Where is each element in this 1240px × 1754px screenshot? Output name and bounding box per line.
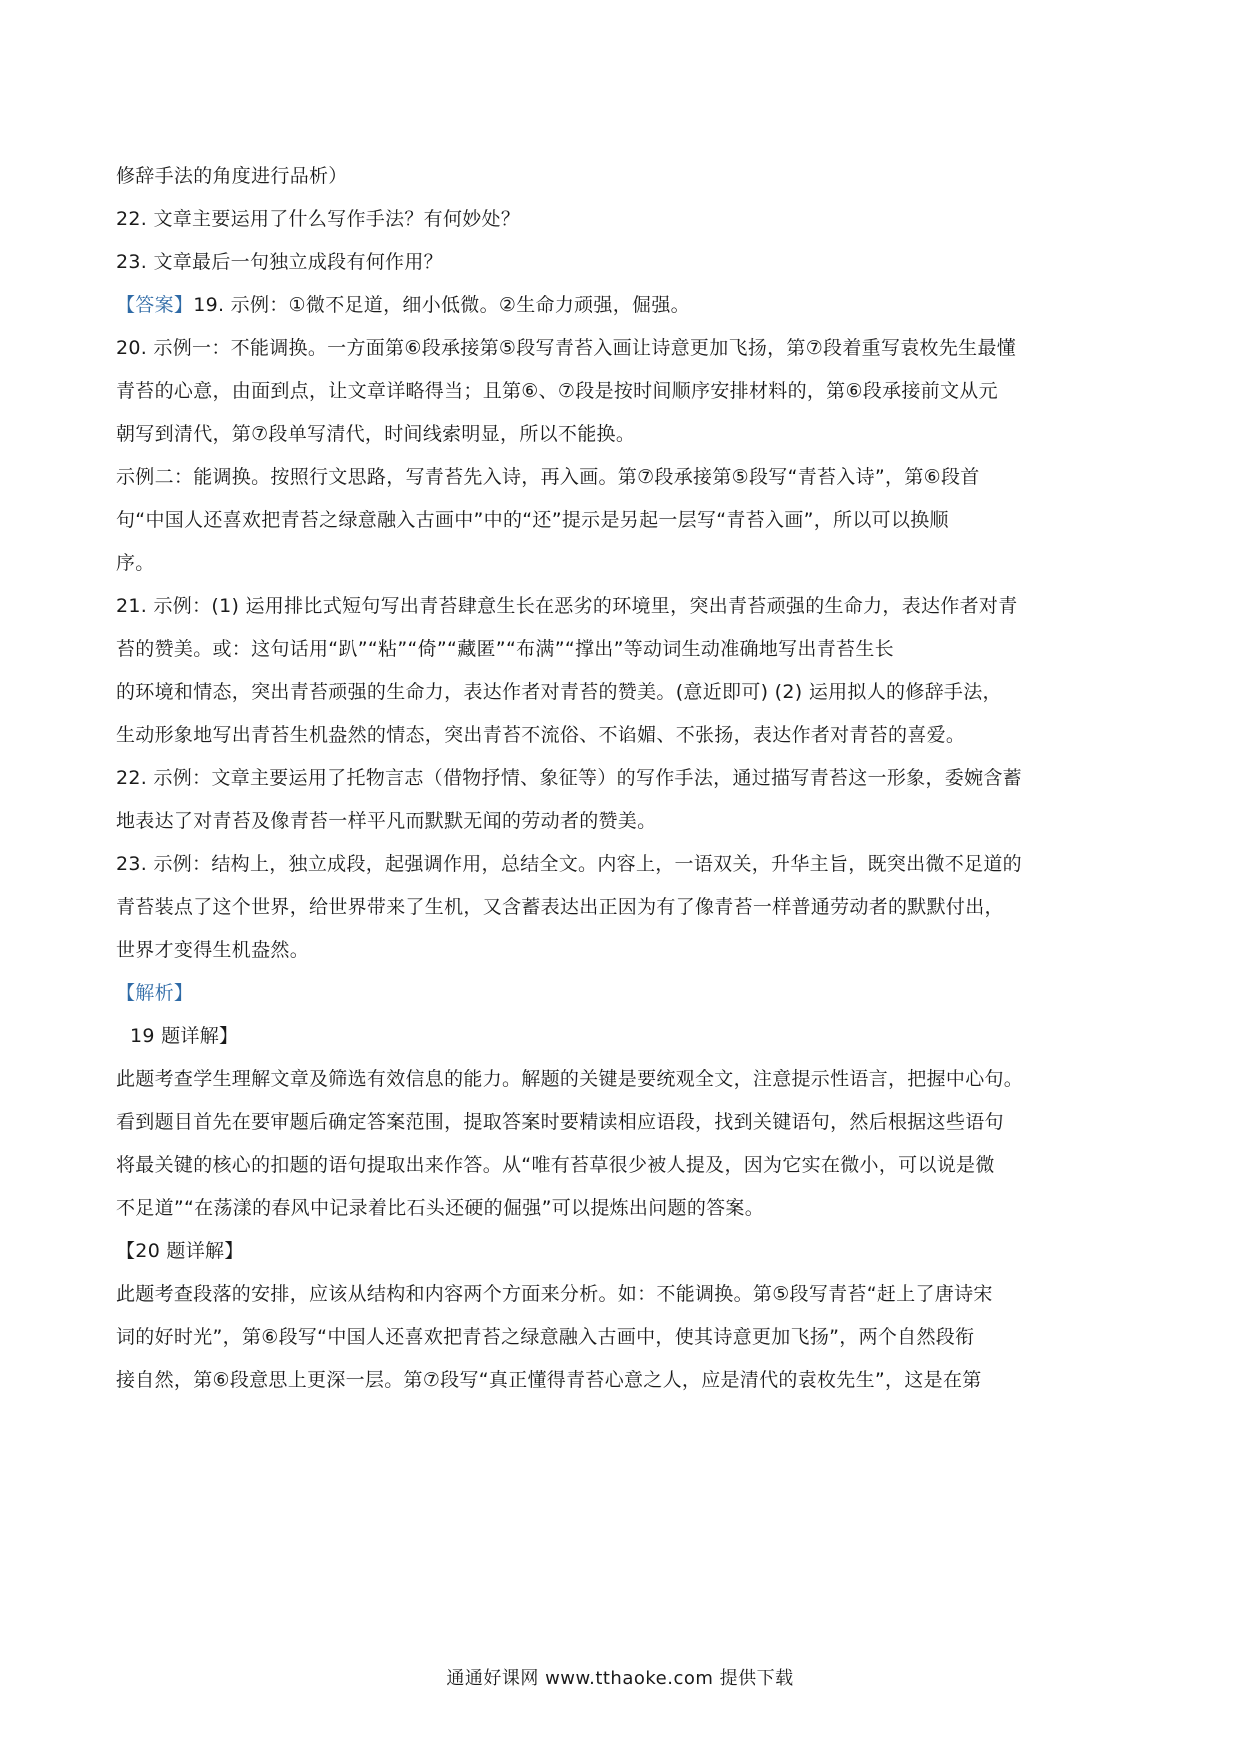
answer-23-line: 世界才变得生机盎然。 bbox=[116, 939, 310, 961]
detail-19-line: 将最关键的核心的扣题的语句提取出来作答。从“唯有苔草很少被人提及，因为它实在微小，可以说是微 bbox=[116, 1154, 995, 1176]
answer-20-line: 20. 示例一：不能调换。一方面第⑥段承接第⑤段写青苔入画让诗意更加飞扬，第⑦段着重写袁枚先生最懂 bbox=[116, 337, 1017, 359]
answer-19: 19. 示例：①微不足道，细小低微。②生命力顽强，倔强。 bbox=[193, 294, 690, 316]
answer-20-line: 朝写到清代，第⑦段单写清代，时间线索明显，所以不能换。 bbox=[116, 423, 636, 445]
analysis-heading-line bbox=[116, 972, 1136, 1015]
detail-19-line: 不足道”“在荡漾的春风中记录着比石头还硬的倔强”可以提炼出问题的答案。 bbox=[116, 1197, 765, 1219]
analysis-tag: 【解析】 bbox=[116, 982, 194, 1004]
answer-22-line: 地表达了对青苔及像青苔一样平凡而默默无闻的劳动者的赞美。 bbox=[116, 810, 657, 832]
question-23: 23. 文章最后一句独立成段有何作用？ bbox=[116, 251, 443, 273]
answer-20-alt-line: 句“中国人还喜欢把青苔之绿意融入古画中”中的“还”提示是另起一层写“青苔入画”，所以可以换顺 bbox=[116, 509, 949, 531]
detail-20-line: 此题考查段落的安排，应该从结构和内容两个方面来分析。如：不能调换。第⑤段写青苔“赶上了唐诗宋 bbox=[116, 1283, 993, 1305]
answer-23-line: 23. 示例：结构上，独立成段，起强调作用，总结全文。内容上，一语双关，升华主旨，既突出微不足道的 bbox=[116, 853, 1022, 875]
answer-21-line: 的环境和情态，突出青苔顽强的生命力，表达作者对青苔的赞美。(意近即可) (2) 运用拟人的修辞手法， bbox=[116, 681, 1002, 703]
answer-21-line: 生动形象地写出青苔生机盎然的情态，突出青苔不流俗、不谄媚、不张扬，表达作者对青苔的喜爱。 bbox=[116, 724, 966, 746]
answer-23-line: 青苔装点了这个世界，给世界带来了生机，又含蓄表达出正因为有了像青苔一样普通劳动者的默默付出， bbox=[116, 896, 1004, 918]
answer-20-alt-line: 序。 bbox=[116, 552, 155, 574]
answer-21-line: 苔的赞美。或：这句话用“趴”“粘”“倚”“藏匿”“布满”“撑出”等动词生动准确地写出青苔生长 bbox=[116, 638, 894, 660]
document-body bbox=[116, 155, 1136, 1402]
question-22: 22. 文章主要运用了什么写作手法？有何妙处？ bbox=[116, 208, 521, 230]
detail-20-heading: 【20 题详解】 bbox=[116, 1240, 244, 1262]
text-line: 修辞手法的角度进行品析） bbox=[116, 165, 348, 187]
detail-19-line: 此题考查学生理解文章及筛选有效信息的能力。解题的关键是要统观全文，注意提示性语言，把握中心句。 bbox=[116, 1068, 1024, 1090]
detail-19-line: 看到题目首先在要审题后确定答案范围，提取答案时要精读相应语段，找到关键语句，然后根据这些语句 bbox=[116, 1111, 1004, 1133]
answer-21-line: 21. 示例：(1) 运用排比式短句写出青苔肆意生长在恶劣的环境里，突出青苔顽强的生命力，表达作者对青 bbox=[116, 595, 1018, 617]
detail-19-heading: 19 题详解】 bbox=[130, 1025, 239, 1047]
answer-20-alt-line: 示例二：能调换。按照行文思路，写青苔先入诗，再入画。第⑦段承接第⑤段写“青苔入诗”，第⑥段首 bbox=[116, 466, 980, 488]
page-footer: 通通好课网 www.tthaoke.com 提供下载 bbox=[446, 1668, 794, 1689]
answer-heading-line bbox=[116, 284, 1136, 327]
detail-20-line: 接自然，第⑥段意思上更深一层。第⑦段写“真正懂得青苔心意之人，应是清代的袁枚先生”，这是在第 bbox=[116, 1369, 982, 1391]
answer-tag: 【答案】 bbox=[116, 294, 194, 316]
detail-20-line: 词的好时光”，第⑥段写“中国人还喜欢把青苔之绿意融入古画中，使其诗意更加飞扬”，两个自然段衔 bbox=[116, 1326, 975, 1348]
answer-22-line: 22. 示例：文章主要运用了托物言志（借物抒情、象征等）的写作手法，通过描写青苔这一形象，委婉含蓄 bbox=[116, 767, 1022, 789]
answer-20-line: 青苔的心意，由面到点，让文章详略得当；且第⑥、⑦段是按时间顺序安排材料的，第⑥段承接前文从元 bbox=[116, 380, 998, 402]
